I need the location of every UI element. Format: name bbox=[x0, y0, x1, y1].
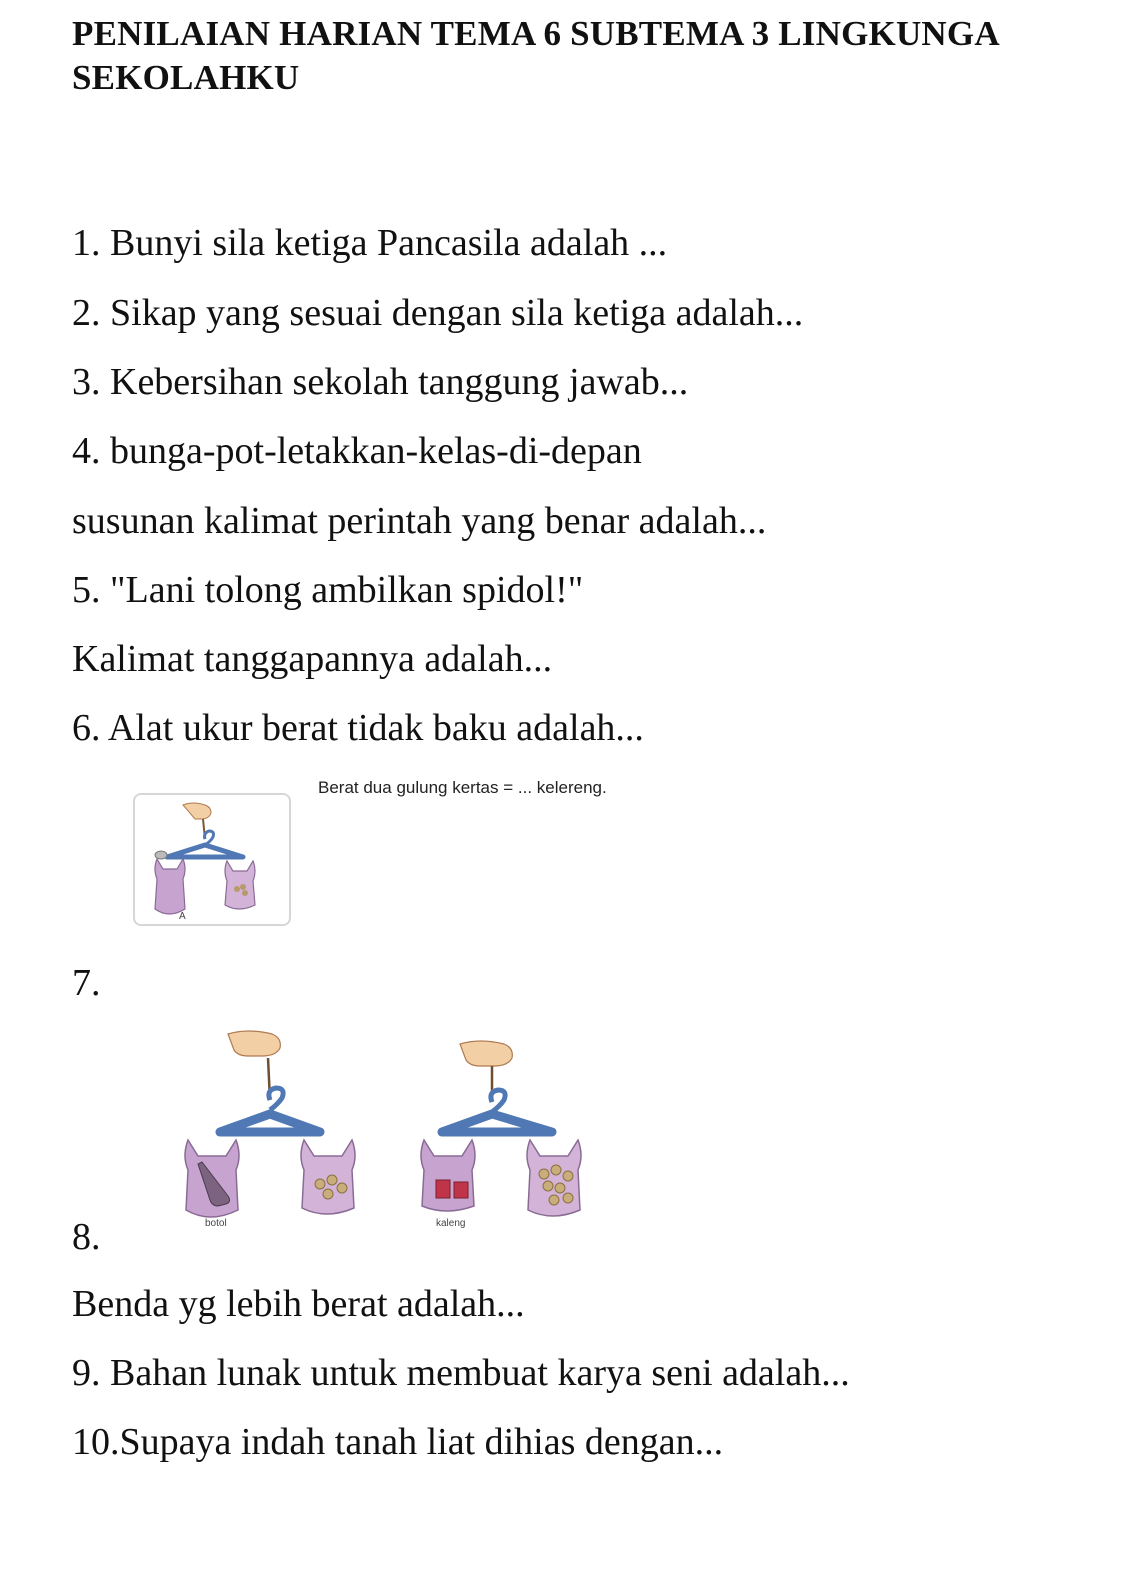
question-2: 2. Sikap yang sesuai dengan sila ketiga adalah... bbox=[72, 292, 804, 334]
question-4: 4. bunga-pot-letakkan-kelas-di-depan bbox=[72, 430, 642, 472]
question-10: 10.Supaya indah tanah liat dihias dengan... bbox=[72, 1421, 724, 1463]
question-8-number: 8. bbox=[72, 1216, 101, 1258]
title-line-1: PENILAIAN HARIAN TEMA 6 SUBTEMA 3 LINGKUNGA bbox=[72, 14, 1000, 53]
hanger-scale-illustration bbox=[135, 795, 293, 928]
question-5: 5. "Lani tolong ambilkan spidol!" bbox=[72, 569, 584, 611]
question-1: 1. Bunyi sila ketiga Pancasila adalah ... bbox=[72, 222, 668, 264]
figure-label-a: A bbox=[179, 911, 186, 922]
question-7-caption: Berat dua gulung kertas = ... kelereng. bbox=[318, 778, 607, 797]
question-9: 9. Bahan lunak untuk membuat karya seni adalah... bbox=[72, 1352, 850, 1394]
label-botol: botol bbox=[205, 1218, 227, 1229]
question-8-figure bbox=[170, 1022, 600, 1232]
page-title bbox=[72, 12, 1125, 100]
question-7-figure bbox=[133, 793, 291, 926]
hanger-right bbox=[421, 1041, 581, 1216]
title-line-2: SEKOLAHKU bbox=[72, 58, 300, 97]
question-3: 3. Kebersihan sekolah tanggung jawab... bbox=[72, 361, 689, 403]
question-4-instruction: susunan kalimat perintah yang benar adalah... bbox=[72, 500, 767, 542]
label-kaleng: kaleng bbox=[436, 1218, 466, 1229]
question-6: 6. Alat ukur berat tidak baku adalah... bbox=[72, 707, 644, 749]
question-5-instruction: Kalimat tanggapannya adalah... bbox=[72, 638, 553, 680]
question-8-instruction: Benda yg lebih berat adalah... bbox=[72, 1283, 525, 1325]
hanger-left bbox=[185, 1031, 355, 1217]
question-7-number: 7. bbox=[72, 962, 101, 1004]
